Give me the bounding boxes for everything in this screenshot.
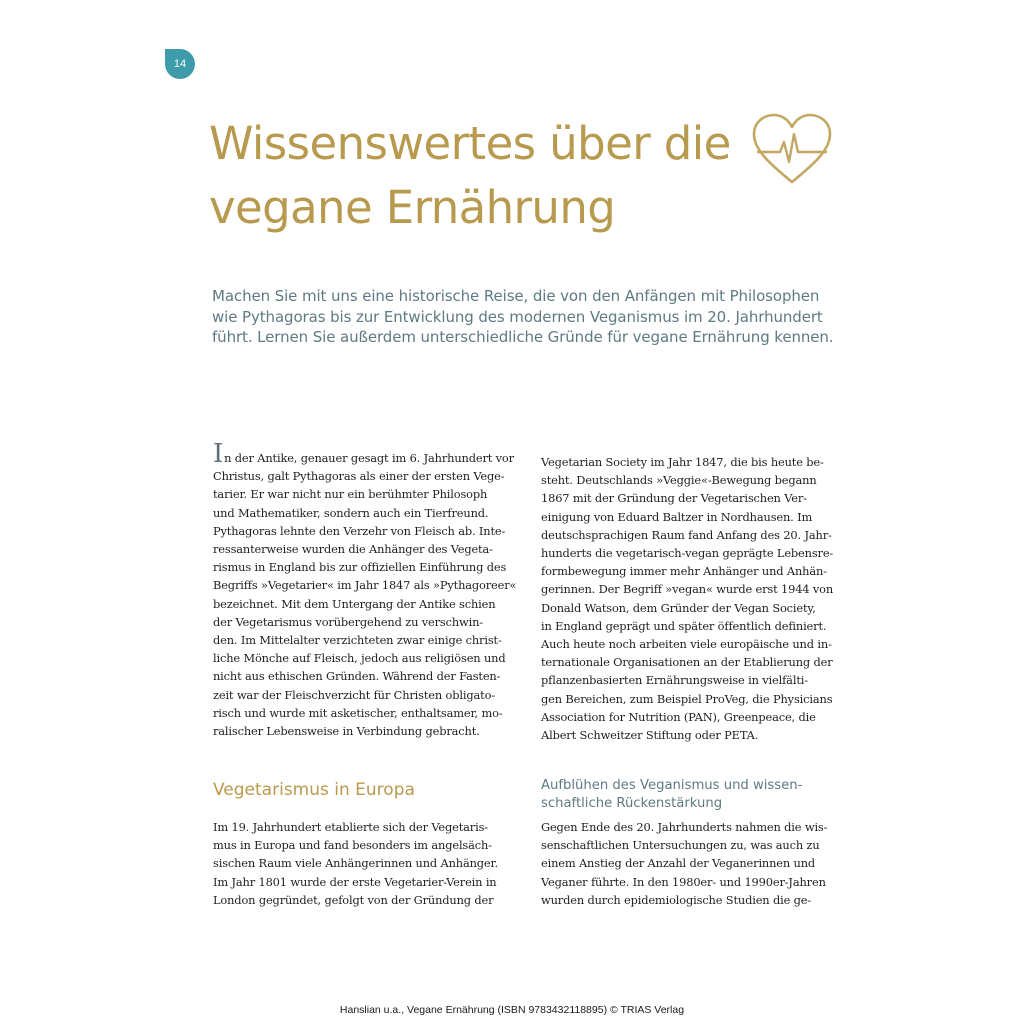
page-footer: Hanslian u.a., Vegane Ernährung (ISBN 9783432118895) © TRIAS Verlag: [339, 1004, 685, 1016]
body-line: und Mathematiker, sondern auch ein Tierfreund.: [213, 505, 489, 520]
body-line: nicht aus ethischen Gründen. Während der Fasten-: [213, 669, 501, 684]
body-column-right-bottom: [541, 818, 833, 909]
body-line: gen Bereichen, zum Beispiel ProVeg, die Physicians: [541, 691, 833, 706]
body-line: ralischer Lebensweise in Verbindung gebracht.: [213, 724, 480, 739]
page-title: [209, 112, 769, 240]
body-line: London gegründet, gefolgt von der Gründung der: [213, 892, 494, 907]
body-line: bezeichnet. Mit dem Untergang der Antike schien: [213, 596, 496, 611]
intro-paragraph: [212, 286, 832, 348]
body-line: ternationale Organisationen an der Etablierung der: [541, 655, 833, 670]
heart-pulse-icon: [750, 112, 834, 186]
intro-line: wie Pythagoras bis zur Entwicklung des modernen Veganismus im 20. Jahrhundert: [212, 307, 823, 326]
body-line: Veganer führte. In den 1980er- und 1990er-Jahren: [541, 874, 826, 889]
section-heading-vegetarismus: Vegetarismus in Europa: [213, 780, 415, 800]
body-line: Vegetarian Society im Jahr 1847, die bis heute be-: [541, 455, 824, 469]
body-line: Association for Nutrition (PAN), Greenpeace, die: [541, 709, 816, 724]
body-line: zeit war der Fleischverzicht für Christen obligato-: [213, 687, 495, 702]
body-line: Gegen Ende des 20. Jahrhunderts nahmen die wis-: [541, 820, 828, 834]
body-line: 1867 mit der Gründung der Vegetarischen Ver-: [541, 491, 807, 506]
page-number-badge: 14: [165, 49, 195, 79]
body-line: rismus in England bis zur offiziellen Einführung des: [213, 560, 507, 575]
dropcap: I: [213, 439, 224, 469]
body-line: Christus, galt Pythagoras als einer der ersten Vege-: [213, 469, 505, 484]
heading-line: Aufblühen des Veganismus und wissen-: [541, 778, 803, 793]
body-line: Albert Schweitzer Stiftung oder PETA.: [541, 728, 759, 743]
body-line: Im Jahr 1801 wurde der erste Vegetarier-Verein in: [213, 874, 497, 889]
body-line: mus in Europa und fand besonders im angelsäch-: [213, 838, 492, 853]
body-line: hunderts die vegetarisch-vegan geprägte Lebensre-: [541, 546, 834, 561]
body-line: [213, 439, 514, 469]
body-line: steht. Deutschlands »Veggie«-Bewegung begann: [541, 473, 817, 488]
body-line: ressanterweise wurden die Anhänger des Vegeta-: [213, 542, 493, 557]
body-line: Pythagoras lehnte den Verzehr von Fleisch ab. Inte-: [213, 523, 506, 538]
body-line: risch und wurde mit asketischer, enthaltsamer, mo-: [213, 705, 503, 720]
body-column-left-top: [213, 439, 517, 740]
body-line: deutschsprachigen Raum fand Anfang des 20. Jahr-: [541, 527, 832, 542]
body-line-text: n der Antike, genauer gesagt im 6. Jahrhundert vor: [224, 451, 514, 465]
title-line: vegane Ernährung: [209, 181, 616, 234]
body-line: gerinnen. Der Begriff »vegan« wurde erst 1944 von: [541, 582, 834, 597]
body-line: pflanzenbasierten Ernährungsweise in vielfälti-: [541, 673, 808, 688]
body-line: formbewegung immer mehr Anhänger und Anhän-: [541, 564, 827, 579]
section-heading-veganismus: [541, 777, 802, 813]
body-line: Begriffs »Vegetarier« im Jahr 1847 als »Pythagoreer«: [213, 578, 517, 593]
body-line: einigung von Eduard Baltzer in Nordhausen. Im: [541, 509, 813, 524]
body-line: Auch heute noch arbeiten viele europäische und in-: [541, 637, 832, 652]
body-line: Donald Watson, dem Gründer der Vegan Society,: [541, 600, 816, 615]
heading-line: schaftliche Rückenstärkung: [541, 796, 723, 811]
body-line: Im 19. Jahrhundert etablierte sich der Vegetaris-: [213, 820, 488, 834]
body-line: der Vegetarismus vorübergehend zu verschwin-: [213, 614, 483, 629]
title-line: Wissenswertes über die: [209, 117, 731, 170]
body-line: sischen Raum viele Anhängerinnen und Anhänger.: [213, 856, 499, 871]
body-column-left-bottom: [213, 818, 505, 909]
body-column-right-top: [541, 453, 833, 744]
body-line: senschaftlichen Untersuchungen zu, was auch zu: [541, 838, 820, 853]
body-line: den. Im Mittelalter verzichteten zwar einige christ-: [213, 633, 502, 648]
body-line: tarier. Er war nicht nur ein berühmter Philosoph: [213, 487, 488, 502]
body-line: wurden durch epidemiologische Studien die ge-: [541, 892, 812, 907]
body-line: einem Anstieg der Anzahl der Veganerinnen und: [541, 856, 816, 871]
intro-line: Machen Sie mit uns eine historische Reise, die von den Anfängen mit Philosophen: [212, 287, 820, 305]
intro-line: führt. Lernen Sie außerdem unterschiedliche Gründe für vegane Ernährung kennen.: [212, 328, 834, 346]
body-line: liche Mönche auf Fleisch, jedoch aus religiösen und: [213, 651, 506, 666]
body-line: in England geprägt und später öffentlich definiert.: [541, 618, 827, 633]
